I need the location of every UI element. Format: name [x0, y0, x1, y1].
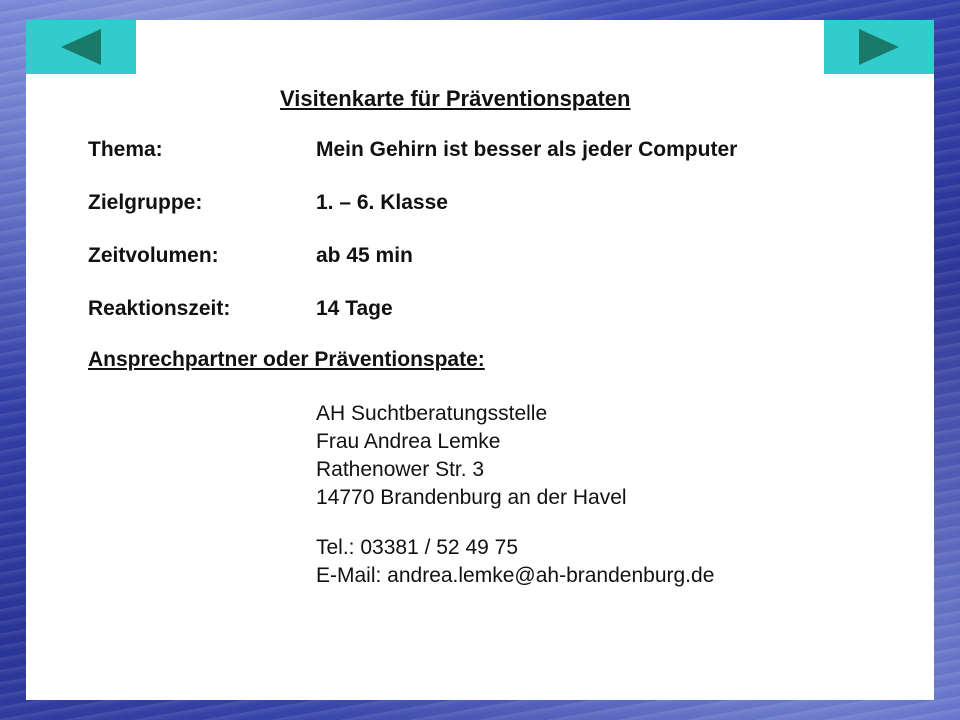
previous-slide-button[interactable]	[26, 20, 136, 74]
right-triangle-icon	[857, 27, 901, 67]
row-label: Thema:	[88, 138, 163, 161]
contact-street: Rathenower Str. 3	[316, 458, 485, 481]
row-label: Reaktionszeit:	[88, 297, 231, 320]
row-value: 1. – 6. Klasse	[316, 191, 448, 214]
contact-organization: AH Suchtberatungsstelle	[316, 402, 548, 425]
left-triangle-icon	[59, 27, 103, 67]
slide	[26, 20, 934, 700]
row-value: ab 45 min	[316, 244, 413, 267]
row-label: Zielgruppe:	[88, 191, 203, 214]
row-label: Zeitvolumen:	[88, 244, 219, 267]
row-value: Mein Gehirn ist besser als jeder Computer	[316, 138, 738, 161]
contact-heading: Ansprechpartner oder Präventionspate:	[88, 348, 485, 371]
next-slide-button[interactable]	[824, 20, 934, 74]
spacer	[316, 512, 714, 534]
contact-phone: Tel.: 03381 / 52 49 75	[316, 536, 518, 559]
row-value: 14 Tage	[316, 297, 393, 320]
contact-email-link[interactable]: E-Mail: andrea.lemke@ah-brandenburg.de	[316, 564, 715, 587]
contact-city: 14770 Brandenburg an der Havel	[316, 486, 627, 509]
contact-details	[316, 400, 714, 590]
page-title: Visitenkarte für Präventionspaten	[280, 86, 631, 111]
contact-name: Frau Andrea Lemke	[316, 430, 501, 453]
